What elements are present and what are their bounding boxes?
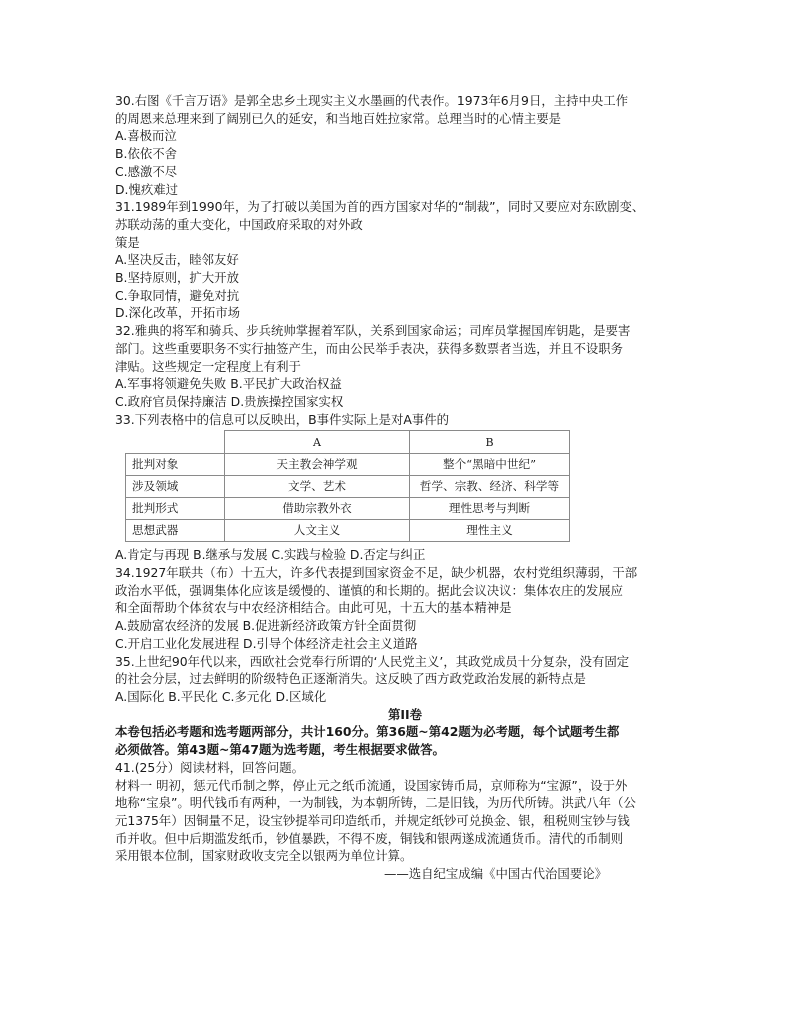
table-row — [126, 498, 570, 520]
question-stem: 33.下列表格中的信息可以反映出，B事件实际上是对A事件的 — [115, 411, 450, 427]
question-stem: 和全面帮助个体贫农与中农经济相结合。由此可见，十五大的基本精神是 — [115, 600, 512, 616]
question-stem: 41.(25分）阅读材料，回答问题。 — [115, 759, 304, 775]
question-stem: 部门。这些重要职务不实行抽签产生，而由公民举手表决，获得多数票者当选，并且不设职务 — [115, 340, 624, 356]
question-stem: 的社会分层，过去鲜明的阶级特色正逐渐消失。这反映了西方政党政治发展的新特点是 — [115, 671, 586, 687]
material-text: 元1375年）因铜量不足，设宝钞提举司印造纸币，并规定纸钞可兑换金、银，租税则宝钞与钱 — [115, 812, 630, 828]
option: C.开启工业化发展进程 D.引导个体经济走社会主义道路 — [115, 635, 418, 651]
question-35 — [115, 653, 695, 706]
option: C.争取同情，避免对抗 — [115, 287, 240, 303]
row-label: 思想武器 — [126, 520, 225, 542]
question-stem: 34.1927年联共（布）十五大，许多代表提到国家资金不足，缺少机器，农村党组织薄弱，干部 — [115, 565, 638, 581]
question-34 — [115, 564, 695, 653]
cell-a: 文学、艺术 — [225, 476, 410, 498]
question-stem: 31.1989年到1990年，为了打破以美国为首的西方国家对华的“制裁”，同时又要应对东欧剧变、 — [115, 199, 645, 215]
question-stem: 30.右图《千言万语》是郭全忠乡土现实主义水墨画的代表作。1973年6月9日，主持中央工作 — [115, 93, 629, 108]
option: B.依依不舍 — [115, 146, 178, 162]
section-title: 第II卷 — [387, 706, 422, 722]
question-41 — [115, 759, 695, 883]
question-33 — [115, 411, 695, 564]
exam-page — [115, 92, 695, 883]
material-source: ——选自纪宝成编《中国古代治国要论》 — [383, 866, 607, 882]
table-header-a: A — [225, 431, 410, 454]
question-stem: 津贴。这些规定一定程度上有利于 — [115, 358, 301, 374]
cell-a: 人文主义 — [225, 520, 410, 542]
table-row — [126, 454, 570, 476]
row-label: 批判形式 — [126, 498, 225, 520]
material-text: 采用银本位制，国家财政收支完全以银两为单位计算。 — [115, 848, 413, 864]
question-stem: 35.上世纪90年代以来，西欧社会党奉行所谓的‘人民党主义’，其政党成员十分复杂，没有固定 — [115, 653, 630, 669]
option: D.愧疚难过 — [115, 181, 179, 197]
question-stem: 策是 — [115, 234, 140, 250]
table-header-row — [126, 431, 570, 454]
question-31 — [115, 198, 695, 322]
comparison-table — [125, 430, 570, 542]
question-32 — [115, 322, 695, 411]
material-text: 币并收。但中后期滥发纸币，钞值暴跌，不得不废，铜钱和银两遂成流通货币。清代的币制则 — [115, 830, 624, 846]
material-text: 地称“宝泉”。明代钱币有两种，一为制钱，为本朝所铸，二是旧钱，为历代所铸。洪武八年（公 — [115, 795, 636, 811]
part-two — [115, 706, 695, 759]
section-notice: 必须做答。第43题~第47题为选考题，考生根据要求做答。 — [115, 742, 445, 758]
option: A.坚决反击，睦邻友好 — [115, 252, 239, 268]
table-corner — [126, 431, 225, 454]
option: A.军事将领避免失败 B.平民扩大政治权益 — [115, 376, 342, 392]
question-stem: 32.雅典的将军和骑兵、步兵统帅掌握着军队，关系到国家命运；司库员掌握国库钥匙，是要害 — [115, 323, 631, 339]
options-line: A.国际化 B.平民化 C.多元化 D.区域化 — [115, 688, 327, 704]
option: B.坚持原则，扩大开放 — [115, 270, 239, 286]
row-label: 批判对象 — [126, 454, 225, 476]
table-header-b: B — [410, 431, 570, 454]
option: C.政府官员保持廉洁 D.贵族操控国家实权 — [115, 393, 344, 409]
question-30 — [115, 92, 695, 198]
cell-a: 天主教会神学观 — [225, 454, 410, 476]
material-text: 材料一 明初，惩元代币制之弊，停止元之纸币流通，设国家铸币局，京师称为“宝源”，设于外 — [115, 777, 628, 793]
question-stem: 政治水平低，强调集体化应该是缓慢的、谨慎的和长期的。据此会议决议：集体农庄的发展应 — [115, 582, 624, 598]
option: A.喜极而泣 — [115, 128, 177, 144]
question-stem: 苏联动荡的重大变化，中国政府采取的对外政 — [115, 216, 363, 232]
cell-a: 借助宗教外衣 — [225, 498, 410, 520]
table-row — [126, 476, 570, 498]
cell-b: 理性主义 — [410, 520, 570, 542]
cell-b: 哲学、宗教、经济、科学等 — [410, 476, 570, 498]
section-notice: 本卷包括必考题和选考题两部分，共计160分。第36题~第42题为必考题，每个试题考生都 — [115, 724, 620, 740]
cell-b: 理性思考与判断 — [410, 498, 570, 520]
option: C.感激不尽 — [115, 163, 178, 179]
options-line: A.肯定与再现 B.继承与发展 C.实践与检验 D.否定与纠正 — [115, 547, 426, 563]
table-row — [126, 520, 570, 542]
question-stem: 的周恩来总理来到了阔别已久的延安，和当地百姓拉家常。总理当时的心情主要是 — [115, 110, 562, 126]
row-label: 涉及领域 — [126, 476, 225, 498]
option: D.深化改革，开拓市场 — [115, 305, 240, 321]
cell-b: 整个“黑暗中世纪” — [410, 454, 570, 476]
option: A.鼓励富农经济的发展 B.促进新经济政策方针全面贯彻 — [115, 618, 417, 634]
